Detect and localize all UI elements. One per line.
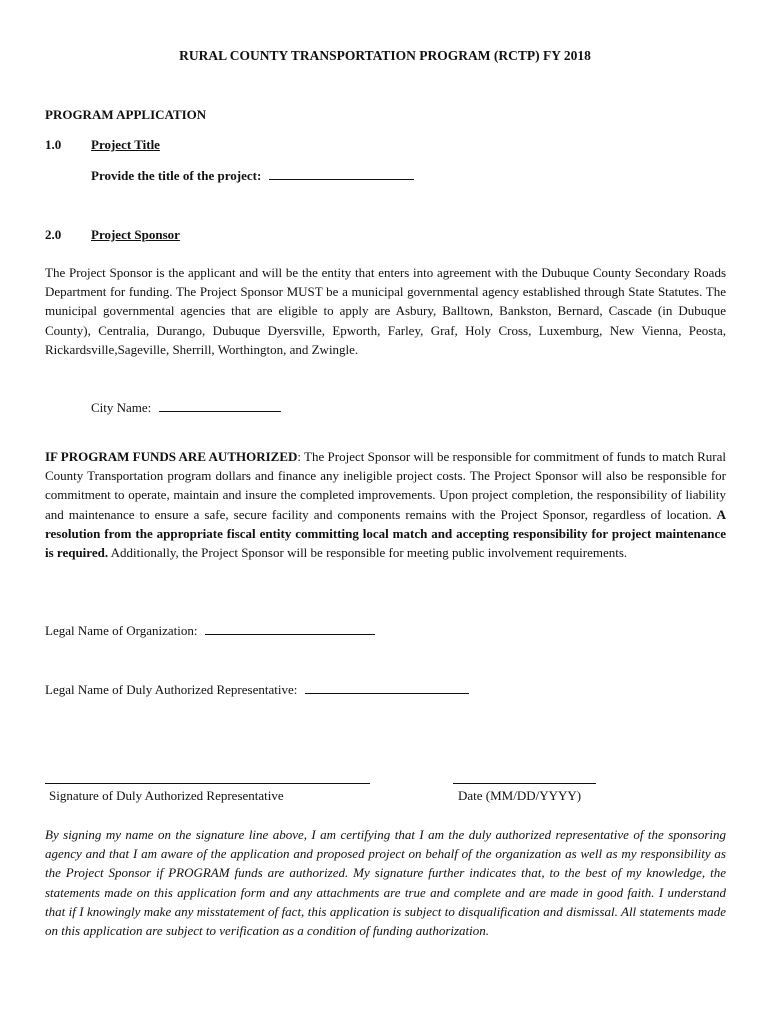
public-involvement-text: Additionally, the Project Sponsor will be responsible for meeting public involvement requirements. <box>108 545 628 561</box>
organization-field[interactable] <box>205 622 375 635</box>
representative-label: Legal Name of Duly Authorized Representative: <box>45 682 298 697</box>
organization-row <box>45 622 375 639</box>
resolution-requirement: A resolution from the appropriate fiscal entity committing local match and accepting responsibility for project maintenance is required. <box>45 506 726 561</box>
city-name-label: City Name: <box>91 400 152 415</box>
organization-label: Legal Name of Organization: <box>45 623 198 638</box>
project-title-row <box>91 167 414 184</box>
representative-row <box>45 681 469 698</box>
city-name-field[interactable] <box>159 399 281 412</box>
date-label: Date (MM/DD/YYYY) <box>458 788 582 803</box>
section-1-number: 1.0 <box>45 137 62 152</box>
certification-statement: By signing my name on the signature line above, I am certifying that I am the duly authorized representative of the sponsoring agency and that I am aware of the application and proposed project on behalf of the organization as well as my responsibility as the Project Sponsor if PROGRAM funds are authorized. My signature further indicates that, to the best of my knowledge, the statements made on this application form and any attachments are true and complete and are made in good faith. I understand that if I knowingly make any misstatement of fact, this application is subject to disqualification and dismissal. All statements made on this application are subject to verification as a condition of funding authorization. <box>45 827 726 939</box>
signature-label: Signature of Duly Authorized Representative <box>49 788 284 803</box>
city-name-row <box>91 399 281 416</box>
document-title: RURAL COUNTY TRANSPORTATION PROGRAM (RCTP) FY 2018 <box>179 48 591 63</box>
project-title-label: Provide the title of the project: <box>91 168 262 183</box>
project-title-field[interactable] <box>269 167 414 180</box>
project-sponsor-description: The Project Sponsor is the applicant and will be the entity that enters into agreement with the Dubuque County Secondary Roads Department for funding. The Project Sponsor MUST be a municipal governmental agency established through State Statutes. The municipal governmental agencies that are eligible to apply are Asbury, Balltown, Bankston, Bernard, Cascade (in Dubuque County), Centralia, Durango, Dubuque Dyersville, Epworth, Farley, Graf, Holy Cross, Luxemburg, New Vienna, Peosta, Rickardsville,Sageville, Sherrill, Worthington, and Zwingle. <box>45 265 726 357</box>
section-1-title: Project Title <box>91 137 160 152</box>
date-line[interactable] <box>453 783 596 784</box>
funds-authorized-paragraph <box>45 447 726 562</box>
funds-authorized-lead: IF PROGRAM FUNDS ARE AUTHORIZED <box>45 449 298 464</box>
funds-authorized-text: : The Project Sponsor will be responsible for commitment of funds to match Rural County Transportation program dollars and finance any ineligible project costs. The Project Sponsor will also be responsible for commitment to operate, maintain and insure the completed improvements. Upon project completion, the responsibility of liability and maintenance to ensure a safe, secure facility and components remains with the Project Sponsor, regardless of location. <box>45 449 726 522</box>
signature-line[interactable] <box>45 783 370 784</box>
representative-field[interactable] <box>305 681 469 694</box>
section-2-number: 2.0 <box>45 227 62 242</box>
section-2-title: Project Sponsor <box>91 227 180 242</box>
program-application-heading: PROGRAM APPLICATION <box>45 107 207 122</box>
